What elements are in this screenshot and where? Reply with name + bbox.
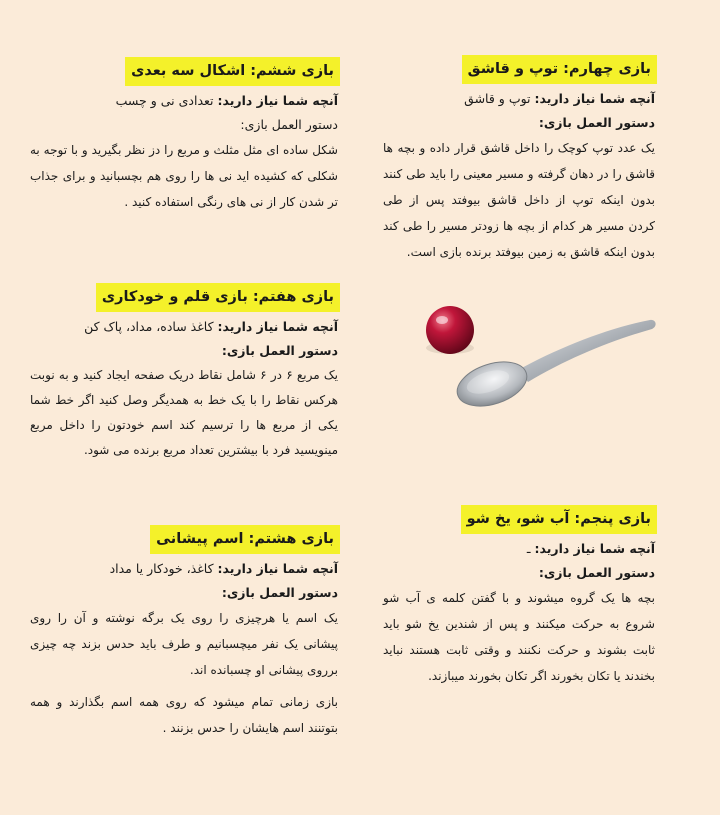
game5-title: بازی پنجم: آب شو، یخ شو xyxy=(461,505,657,534)
game4-need xyxy=(383,90,655,108)
game5-need-value: ـ xyxy=(526,541,531,556)
game7-body: یک مربع ۶ در ۶ شامل نقاط دریک صفحه ایجاد کنید و به نوبت هرکس نقاط را با یک خط به همدیگر وصل کنید اگر خط شما یکی از مربع ها را ترسیم کند اسم خودتون را داخل مربع مینویسید فرد با بیشترین تعداد مربع برنده می شود. xyxy=(30,368,338,457)
game7-section xyxy=(30,283,338,463)
game5-need xyxy=(383,540,655,558)
game5-section xyxy=(383,505,655,689)
game6-section xyxy=(30,57,338,215)
game8-title: بازی هشتم: اسم پیشانی xyxy=(150,525,340,554)
game8-body-2: بازی زمانی تمام میشود که روی همه اسم بگذارند و همه بتوتنند اسم هایشان را حدس بزنند . xyxy=(30,695,338,735)
ball-and-spoon-illustration xyxy=(418,298,658,410)
spoon-icon xyxy=(452,320,656,410)
game8-section xyxy=(30,525,338,741)
game6-need-value: تعدادی نی و چسب xyxy=(115,93,214,108)
game5-body: بچه ها یک گروه میشوند و با گفتن کلمه ی آب شو شروع به حرکت میکنند و پس از شندین یخ شو باید ثابت بشوند و حرکت نکنند و وقتی ثابت هستند نباید بخندند یا تکان بخورند اگر تکان بخورند میبازند. xyxy=(383,591,655,683)
game6-body: شکل ساده ای مثل مثلث و مربع را دز نظر بگیرید و با توجه به شکلی که کشیده اید نی ها را روی هم بچسبانید و برای جذاب تر شدن کار از نی های رنگی استفاده کنید . xyxy=(30,143,338,209)
game5-instructions-label: دستور العمل بازی: xyxy=(538,565,655,580)
game7-need-value: کاغذ ساده، مداد، پاک کن xyxy=(84,319,214,334)
ball-icon xyxy=(426,306,474,354)
game7-title: بازی هفتم: بازی قلم و خودکاری xyxy=(96,283,340,312)
game4-title: بازی چهارم: توپ و قاشق xyxy=(462,55,657,84)
game8-instructions-label: دستور العمل بازی: xyxy=(221,585,338,600)
game8-need xyxy=(30,560,338,578)
game4-instructions-label: دستور العمل بازی: xyxy=(538,115,655,130)
game8-need-value: کاغذ، خودکار یا مداد xyxy=(109,561,214,576)
game5-need-label: آنچه شما نیاز دارید: xyxy=(534,541,655,556)
game7-need-label: آنچه شما نیاز دارید: xyxy=(217,319,338,334)
game6-need xyxy=(30,92,338,110)
game6-need-label: آنچه شما نیاز دارید: xyxy=(217,93,338,108)
game4-body: یک عدد توپ کوچک را داخل قاشق قرار داده و بچه ها قاشق را در دهان گرفته و مسیر معینی را باید طی کنند بدون اینکه توپ از داخل قاشق بیوفتد پس از طی کردن مسیر هر کدام از بچه ها زودتر مسیر را طی کند بدون اینکه قاشق به زمین بیوفتد برنده بازی است. xyxy=(383,141,655,259)
game7-need xyxy=(30,318,338,336)
game6-title: بازی ششم: اشکال سه بعدی xyxy=(125,57,340,86)
game4-need-value: توپ و قاشق xyxy=(464,91,531,106)
game4-need-label: آنچه شما نیاز دارید: xyxy=(534,91,655,106)
game6-instructions-label: دستور العمل بازی: xyxy=(240,117,338,132)
game4-section xyxy=(383,55,655,265)
game8-body: یک اسم یا هرچیزی را روی یک برگه نوشته و آن را روی پیشانی یک نفر میچسبانیم و طرف باید حدس بزند چه چیزی برروی پیشانی او چسبانده اند. xyxy=(30,611,338,677)
game7-instructions-label: دستور العمل بازی: xyxy=(221,343,338,358)
game8-need-label: آنچه شما نیاز دارید: xyxy=(217,561,338,576)
